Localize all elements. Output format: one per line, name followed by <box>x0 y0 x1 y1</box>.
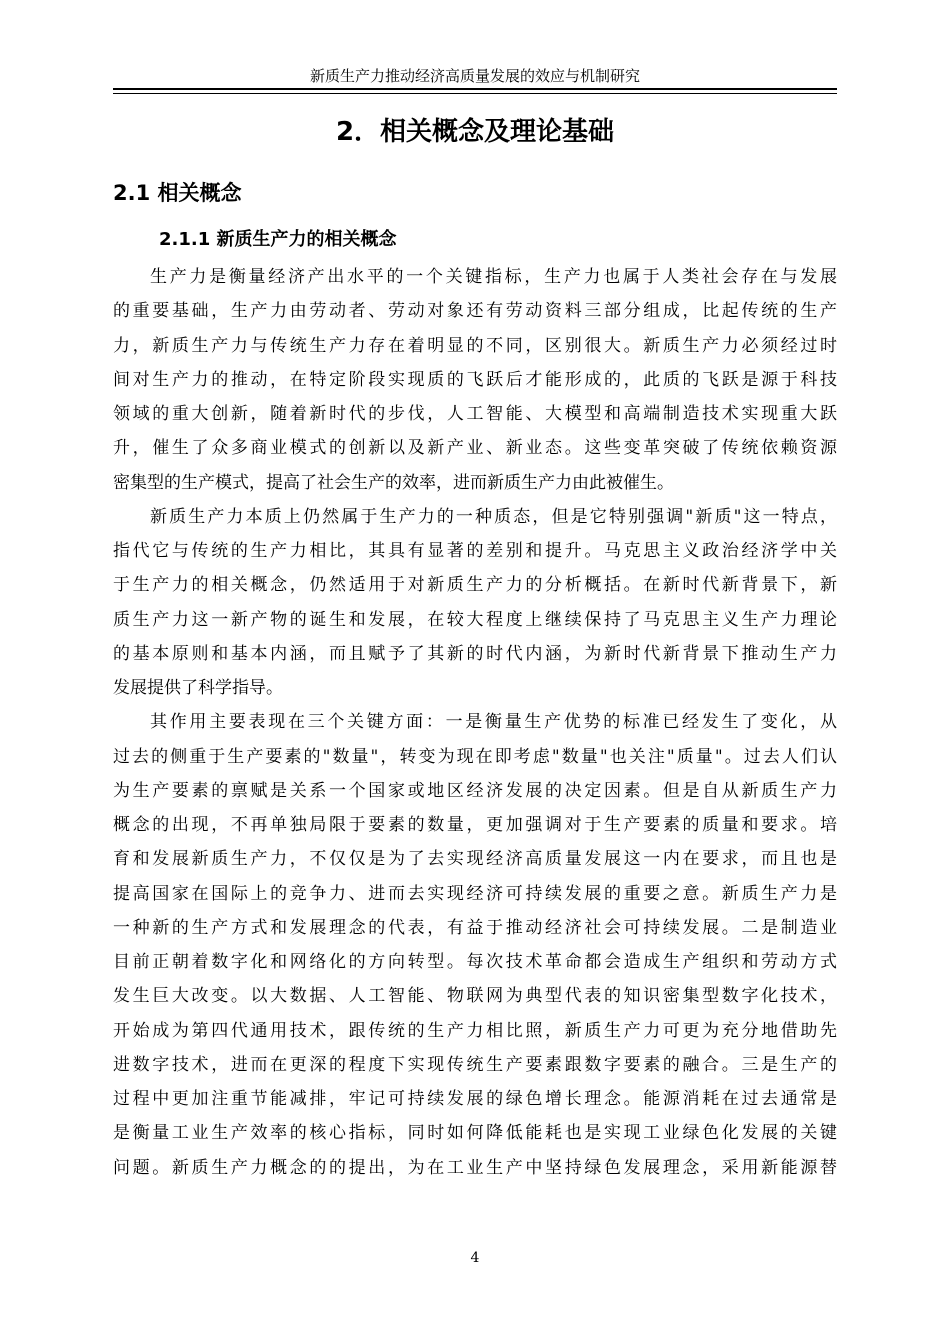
paragraph-1 <box>113 260 837 500</box>
text-line: 是衡量工业生产效率的核心指标，同时如何降低能耗也是实现工业绿色化发展的关键 <box>113 1123 837 1144</box>
text-line: 进数字技术，进而在更深的程度下实现传统生产要素跟数字要素的融合。三是生产的 <box>113 1054 837 1075</box>
text-line: 间对生产力的推动，在特定阶段实现质的飞跃后才能形成的，此质的飞跃是源于科技 <box>113 369 837 390</box>
paragraph-2 <box>113 500 837 706</box>
text-line: 问题。新质生产力概念的的提出，为在工业生产中坚持绿色发展理念，采用新能源替 <box>113 1157 837 1178</box>
text-line: 其作用主要表现在三个关键方面：一是衡量生产优势的标准已经发生了变化，从 <box>150 712 837 733</box>
text-line: 力，新质生产力与传统生产力存在着明显的不同，区别很大。新质生产力必须经过时 <box>113 335 837 356</box>
paragraph-3 <box>113 705 837 1185</box>
header-rule-thick <box>113 88 837 90</box>
text-line: 发展提供了科学指导。 <box>113 678 283 698</box>
text-line: 开始成为第四代通用技术，跟传统的生产力相比照，新质生产力可更为充分地借助先 <box>113 1020 837 1041</box>
chapter-title: 2．相关概念及理论基础 <box>335 117 615 147</box>
text-line: 质生产力这一新产物的诞生和发展，在较大程度上继续保持了马克思主义生产力理论 <box>113 609 837 630</box>
text-line: 新质生产力本质上仍然属于生产力的一种质态，但是它特别强调"新质"这一特点， <box>150 506 837 527</box>
text-line: 的基本原则和基本内涵，而且赋予了其新的时代内涵，为新时代新背景下推动生产力 <box>113 643 837 664</box>
text-line: 概念的出现，不再单独局限于要素的数量，更加强调对于生产要素的质量和要求。培 <box>113 815 837 835</box>
text-line: 发生巨大改变。以大数据、人工智能、物联网为典型代表的知识密集型数字化技术， <box>113 986 837 1007</box>
running-header: 新质生产力推动经济高质量发展的效应与机制研究 <box>309 67 640 85</box>
body-text <box>113 260 837 1185</box>
text-line: 于生产力的相关概念，仍然适用于对新质生产力的分析概括。在新时代新背景下，新 <box>113 575 837 596</box>
text-line: 育和发展新质生产力，不仅仅是为了去实现经济高质量发展这一内在要求，而且也是 <box>113 849 837 870</box>
text-line: 密集型的生产模式，提高了社会生产的效率，进而新质生产力由此被催生。 <box>113 472 674 493</box>
text-line: 的重要基础，生产力由劳动者、劳动对象还有劳动资料三部分组成，比起传统的生产 <box>113 301 837 322</box>
text-line: 过程中更加注重节能减排，牢记可持续发展的绿色增长理念。能源消耗在过去通常是 <box>113 1089 837 1109</box>
text-line: 提高国家在国际上的竞争力、进而去实现经济可持续发展的重要之意。新质生产力是 <box>113 883 837 904</box>
text-line: 指代它与传统的生产力相比，其具有显著的差别和提升。马克思主义政治经济学中关 <box>113 541 837 561</box>
page-number: 4 <box>470 1250 480 1266</box>
header-rule-thin <box>113 93 837 94</box>
text-line: 领域的重大创新，随着新时代的步伐，人工智能、大模型和高端制造技术实现重大跃 <box>113 404 837 424</box>
text-line: 升，催生了众多商业模式的创新以及新产业、新业态。这些变革突破了传统依赖资源 <box>113 438 837 459</box>
subsection-title: 2.1.1 新质生产力的相关概念 <box>159 229 397 250</box>
text-line: 为生产要素的禀赋是关系一个国家或地区经济发展的决定因素。但是自从新质生产力 <box>113 780 837 801</box>
text-line: 生产力是衡量经济产出水平的一个关键指标，生产力也属于人类社会存在与发展 <box>150 267 837 287</box>
text-line: 一种新的生产方式和发展理念的代表，有益于推动经济社会可持续发展。二是制造业 <box>113 917 837 938</box>
text-line: 过去的侧重于生产要素的"数量"，转变为现在即考虑"数量"也关注"质量"。过去人们认 <box>113 746 837 767</box>
section-title: 2.1 相关概念 <box>113 181 242 205</box>
text-line: 目前正朝着数字化和网络化的方向转型。每次技术革命都会造成生产组织和劳动方式 <box>113 952 837 972</box>
